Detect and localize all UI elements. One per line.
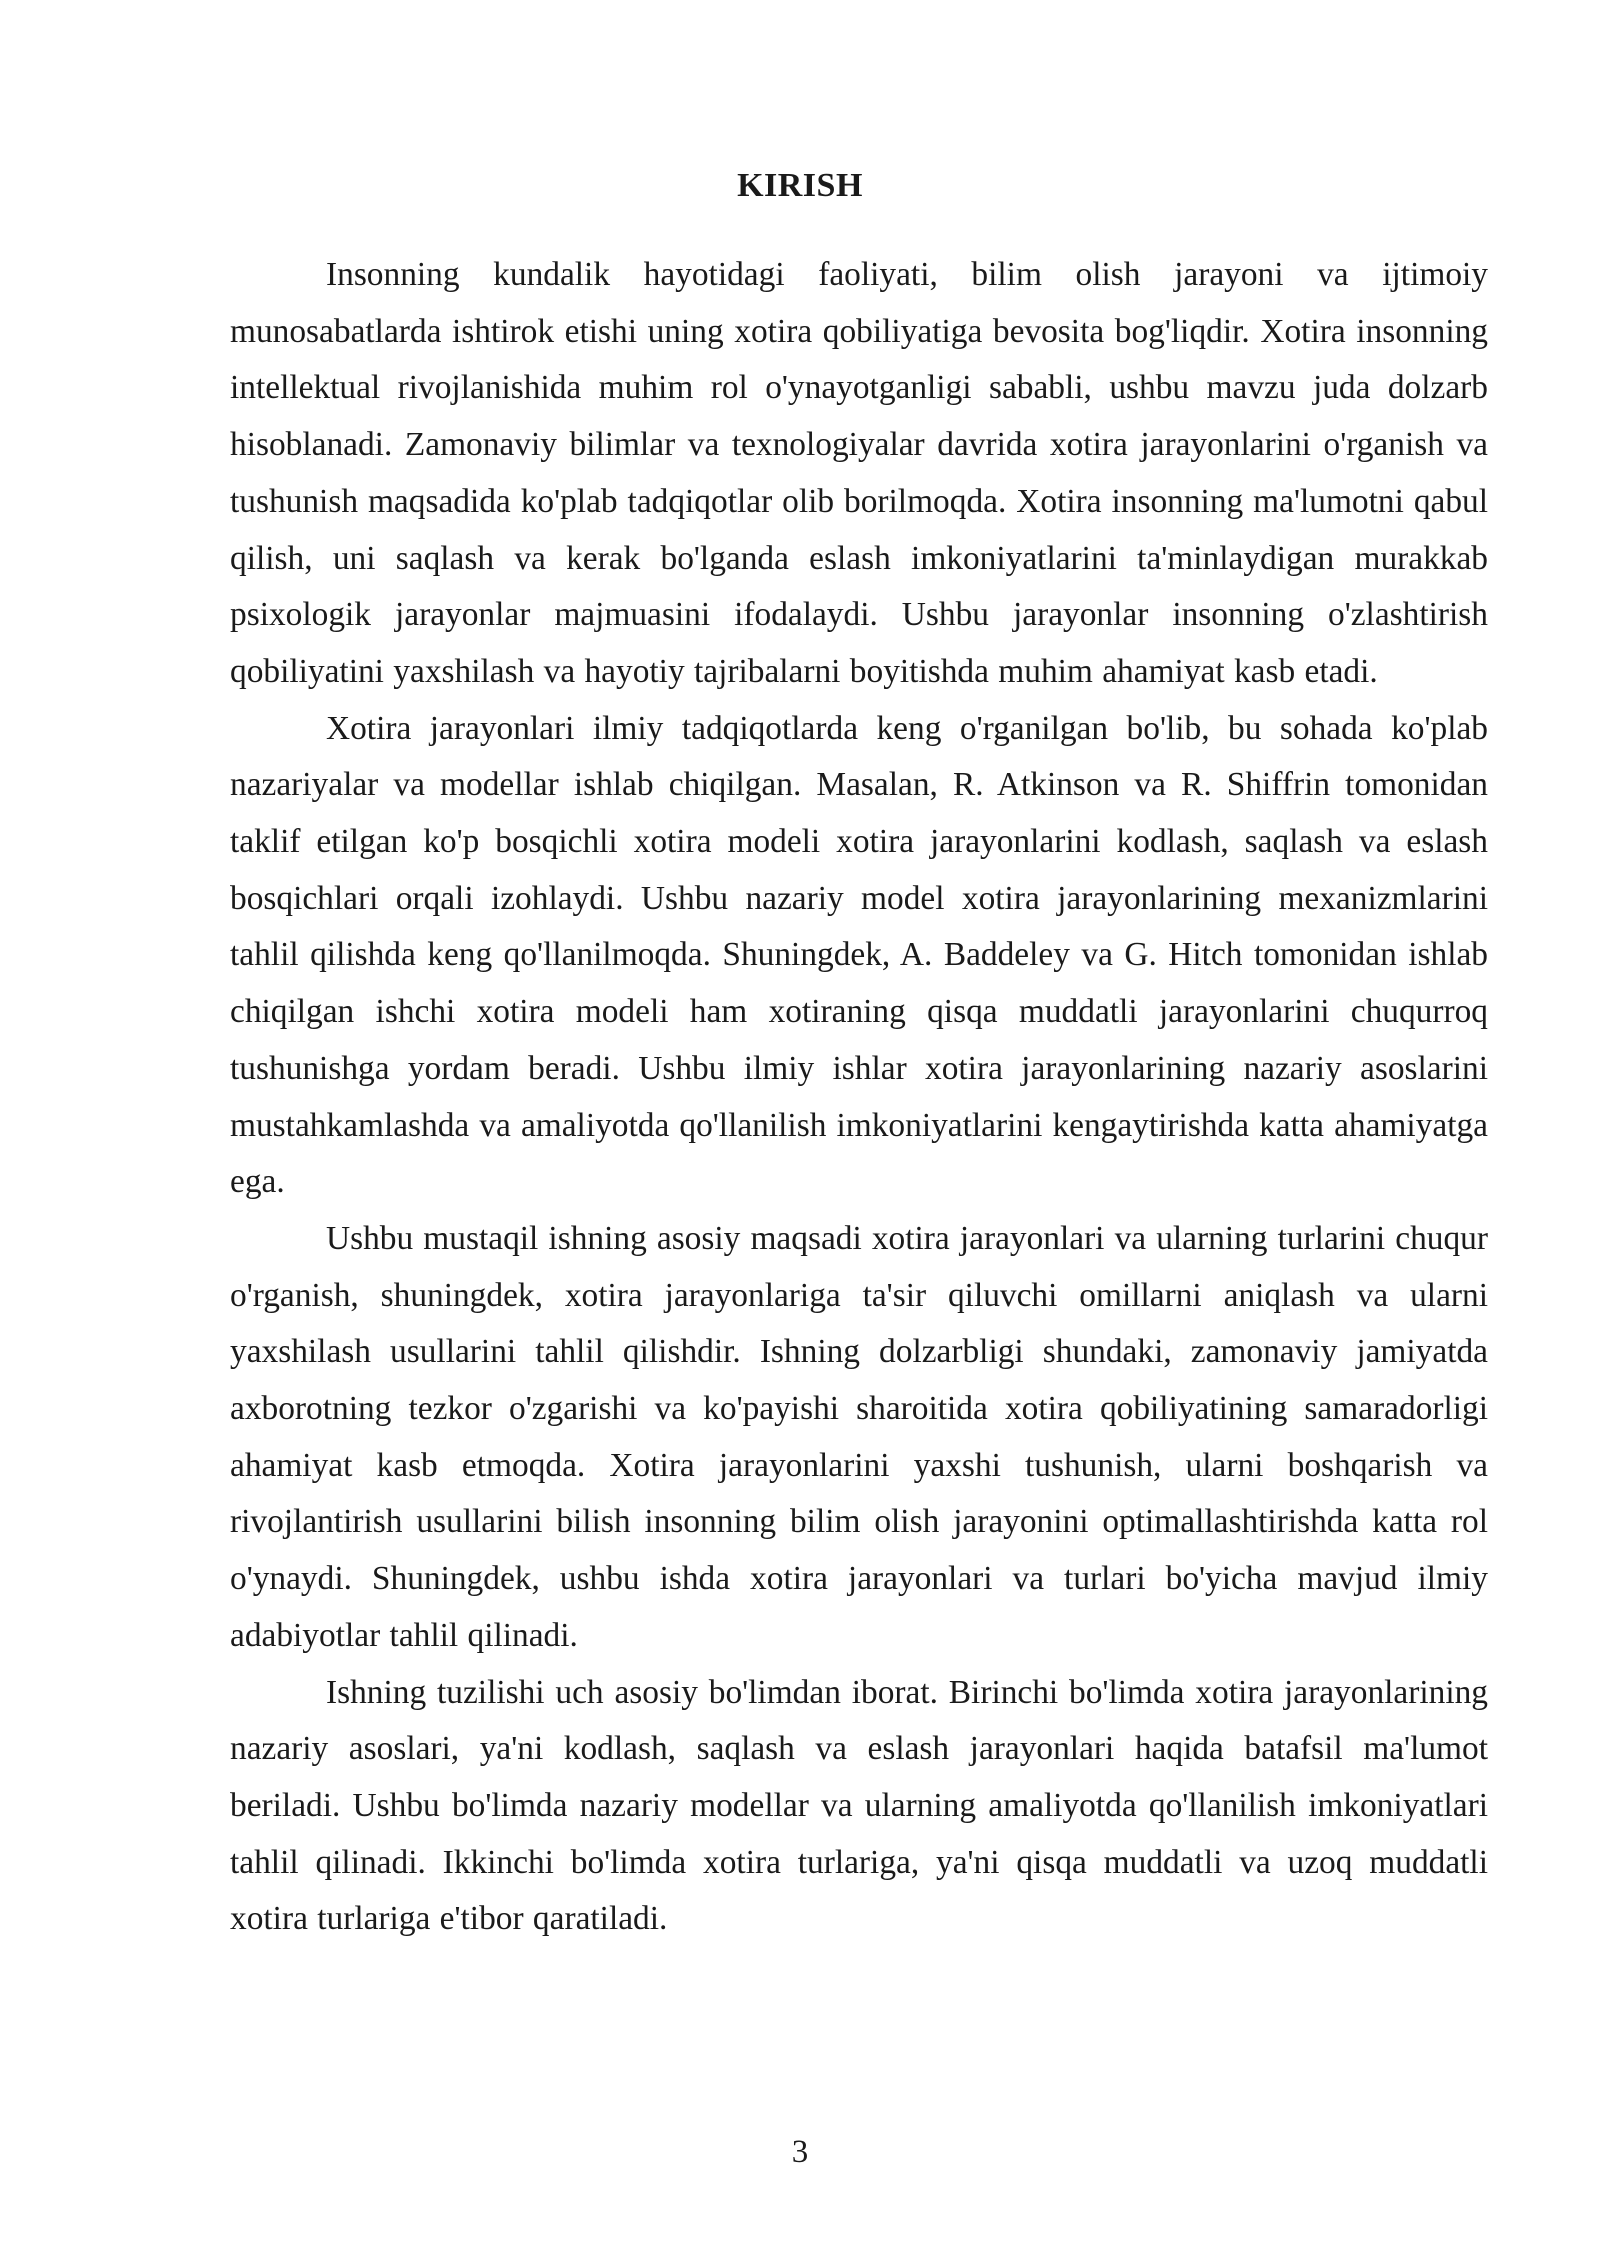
page-title: KIRISH	[737, 167, 863, 204]
paragraph-3: Ushbu mustaqil ishning asosiy maqsadi xotira jarayonlari va ularning turlarini chuqur o'rganish, shuningdek, xotira jarayonlariga ta'sir qiluvchi omillarni aniqlash va ularni yaxshilash usullarini tahlil qilishdir. Ishning dolzarbligi shundaki, zamonaviy jamiyatda axborotning tezkor o'zgarishi va ko'payishi sharoitida xotira qobiliyatining samaradorligi ahamiyat kasb etmoqda. Xotira jarayonlarini yaxshi tushunish, ularni boshqarish va rivojlantirish usullarini bilish insonning bilim olish jarayonini optimallashtirishda katta rol o'ynaydi. Shuningdek, ushbu ishda xotira jarayonlari va turlari bo'yicha mavjud ilmiy adabiyotlar tahlil qilinadi.	[230, 1219, 1488, 1654]
page-number: 3	[791, 2134, 809, 2170]
paragraph-4: Ishning tuzilishi uch asosiy bo'limdan iborat. Birinchi bo'limda xotira jarayonlarining nazariy asoslari, ya'ni kodlash, saqlash va eslash jarayonlari haqida batafsil ma'lumot beriladi. Ushbu bo'limda nazariy modellar va ularning amaliyotda qo'llanilish imkoniyatlari tahlil qilinadi. Ikkinchi bo'limda xotira turlariga, ya'ni qisqa muddatli va uzoq muddatli xotira turlariga e'tibor qaratiladi.	[230, 1673, 1488, 1938]
paragraph-2: Xotira jarayonlari ilmiy tadqiqotlarda keng o'rganilgan bo'lib, bu sohada ko'plab nazariyalar va modellar ishlab chiqilgan. Masalan, R. Atkinson va R. Shiffrin tomonidan taklif etilgan ko'p bosqichli xotira modeli xotira jarayonlarini kodlash, saqlash va eslash bosqichlari orqali izohlaydi. Ushbu nazariy model xotira jarayonlarining mexanizmlarini tahlil qilishda keng qo'llanilmoqda. Shuningdek, A. Baddeley va G. Hitch tomonidan ishlab chiqilgan ishchi xotira modeli ham xotiraning qisqa muddatli jarayonlarini chuqurroq tushunishga yordam beradi. Ushbu ilmiy ishlar xotira jarayonlarining nazariy asoslarini mustahkamlashda va amaliyotda qo'llanilish imkoniyatlarini kengaytirishda katta ahamiyatga ega.	[230, 709, 1488, 1201]
paragraph-1: Insonning kundalik hayotidagi faoliyati, bilim olish jarayoni va ijtimoiy munosabatlarda ishtirok etishi uning xotira qobiliyatiga bevosita bog'liqdir. Xotira insonning intellektual rivojlanishida muhim rol o'ynayotganligi sababli, ushbu mavzu juda dolzarb hisoblanadi. Zamonaviy bilimlar va texnologiyalar davrida xotira jarayonlarini o'rganish va tushunish maqsadida ko'plab tadqiqotlar olib borilmoqda. Xotira insonning ma'lumotni qabul qilish, uni saqlash va kerak bo'lganda eslash imkoniyatlarini ta'minlaydigan murakkab psixologik jarayonlar majmuasini ifodalaydi. Ushbu jarayonlar insonning o'zlashtirish qobiliyatini yaxshilash va hayotiy tajribalarni boyitishda muhim ahamiyat kasb etadi.	[230, 256, 1488, 690]
body-text	[230, 247, 1488, 1948]
